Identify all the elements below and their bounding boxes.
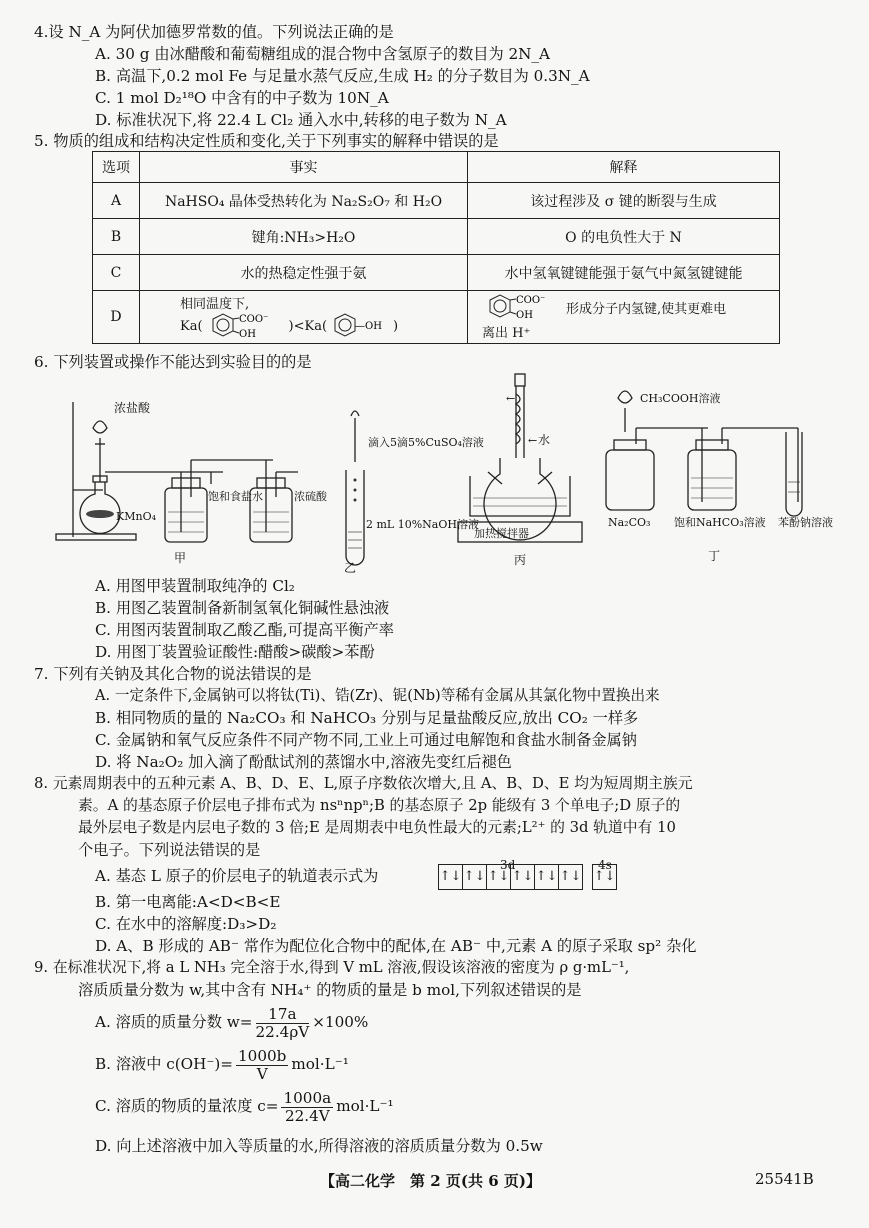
fraction-numerator: 17a xyxy=(256,1006,310,1024)
svg-text:←: ← xyxy=(506,392,516,405)
q4-stem: 4.设 N_A 为阿伏加德罗常数的值。下列说法正确的是 xyxy=(34,23,394,41)
oh-label: —OH xyxy=(355,320,382,332)
label-ch3cooh: CH₃COOH溶液 xyxy=(640,392,721,405)
option-text: B. 溶液中 c(OH⁻)= xyxy=(95,1055,234,1073)
orbital-box: ↑↓ xyxy=(559,869,582,884)
orbital-box: ↑↓ xyxy=(593,869,616,884)
label-kmno4: KMnO₄ xyxy=(116,510,156,523)
q8-stem-line3: 最外层电子数是内层电子数的 3 倍;E 是周期表中电负性最大的元素;L²⁺ 的 3d 轨道中有 10 xyxy=(78,819,676,836)
label-stirrer: 加热搅拌器 xyxy=(474,527,529,540)
fraction-denominator: 22.4V xyxy=(284,1106,330,1125)
fraction-denominator: 22.4ρV xyxy=(255,1022,310,1041)
explanation-text: 形成分子内氢键,使其更难电 xyxy=(566,302,727,317)
label-hcl: 浓盐酸 xyxy=(114,401,151,415)
coo-label: COO⁻ xyxy=(238,313,268,325)
row-fact xyxy=(140,291,468,344)
orbital-box: ↑↓ xyxy=(439,865,463,889)
label-phenol: 苯酚钠溶液 xyxy=(778,516,833,529)
q7-stem: 7. 下列有关钠及其化合物的说法错误的是 xyxy=(34,665,312,683)
label-cuso4: 滴入5滴5%CuSO₄溶液 xyxy=(368,436,484,449)
row-fact: 键角:NH₃>H₂O xyxy=(140,219,468,255)
explanation-text: 离出 H⁺ xyxy=(482,325,531,341)
table-row xyxy=(93,183,780,219)
table-header: 选项 xyxy=(93,152,140,183)
q9-option-c xyxy=(95,1088,394,1125)
label-bing: 丙 xyxy=(514,553,527,567)
q8-stem-line2: 素。A 的基态原子价层电子排布式为 nsⁿnpⁿ;B 的基态原子 2p 能级有 3 个单电子;D 原子的 xyxy=(78,797,681,814)
table-row xyxy=(93,291,780,344)
q9-option-a xyxy=(95,1004,368,1041)
orbital-label-4s: 4s xyxy=(598,858,612,872)
q6-option-a: A. 用图甲装置制取纯净的 Cl₂ xyxy=(95,577,295,595)
orbital-box: ↑↓ xyxy=(487,865,511,889)
row-explanation xyxy=(468,291,780,344)
label-jia: 甲 xyxy=(174,551,187,565)
label-nahco3: 饱和NaHCO₃溶液 xyxy=(674,516,766,529)
label-h2so4: 浓硫酸 xyxy=(294,490,327,503)
q6-stem: 6. 下列装置或操作不能达到实验目的的是 xyxy=(34,353,312,371)
row-explanation: O 的电负性大于 N xyxy=(468,219,780,255)
label-water: 水 xyxy=(538,433,551,447)
q8-option-c: C. 在水中的溶解度:D₃>D₂ xyxy=(95,915,277,933)
row-fact: NaHSO₄ 晶体受热转化为 Na₂S₂O₇ 和 H₂O xyxy=(140,183,468,219)
fraction-denominator: V xyxy=(256,1064,268,1083)
row-fact: 水的热稳定性强于氨 xyxy=(140,255,468,291)
page-footer: 【高二化学 第 2 页(共 6 页)】 xyxy=(320,1172,541,1190)
q8-option-d: D. A、B 形成的 AB⁻ 常作为配位化合物中的配体,在 AB⁻ 中,元素 A 的原子采取 sp² 杂化 xyxy=(95,937,697,955)
phenol-structure xyxy=(329,312,391,342)
fact-ka-left: Ka( xyxy=(180,319,203,334)
q4-option-a: A. 30 g 由冰醋酸和葡萄糖组成的混合物中含氢原子的数目为 2N_A xyxy=(95,45,550,63)
paper-code: 25541B xyxy=(755,1170,814,1188)
q8-option-a: A. 基态 L 原子的价层电子的轨道表示式为 xyxy=(95,867,379,885)
svg-text:←: ← xyxy=(528,434,538,447)
q9-stem-line1: 9. 在标准状况下,将 a L NH₃ 完全溶于水,得到 V mL 溶液,假设该溶液的密度为 ρ g·mL⁻¹, xyxy=(34,959,630,976)
fraction-numerator: 1000a xyxy=(283,1088,332,1107)
orbital-3d-boxes xyxy=(438,864,583,890)
q5-table xyxy=(92,151,780,344)
row-option: D xyxy=(93,291,140,344)
row-option: C xyxy=(93,255,140,291)
orbital-box: ↑↓ xyxy=(463,865,487,889)
q8-option-b: B. 第一电离能:A<D<B<E xyxy=(95,893,281,911)
q4-option-b: B. 高温下,0.2 mol Fe 与足量水蒸气反应,生成 H₂ 的分子数目为 0.3N_A xyxy=(95,67,590,85)
q6-option-d: D. 用图丁装置验证酸性:醋酸>碳酸>苯酚 xyxy=(95,643,375,661)
table-row xyxy=(93,255,780,291)
table-header: 解释 xyxy=(468,152,780,183)
label-naoh: 2 mL 10%NaOH溶液 xyxy=(366,518,479,531)
salicylate-structure xyxy=(482,294,566,322)
fraction-numerator: 1000b xyxy=(238,1046,287,1065)
q4-option-c: C. 1 mol D₂¹⁸O 中含有的中子数为 10N_A xyxy=(95,89,389,107)
option-text: ×100% xyxy=(312,1013,369,1031)
table-header: 事实 xyxy=(140,152,468,183)
q6-apparatus-diagram xyxy=(48,372,833,577)
q7-option-a: A. 一定条件下,金属钠可以将钛(Ti)、锆(Zr)、铌(Nb)等稀有金属从其氯化物中置换出来 xyxy=(95,687,660,704)
q9-option-b xyxy=(95,1046,349,1083)
row-explanation: 该过程涉及 σ 键的断裂与生成 xyxy=(468,183,780,219)
oh-label: OH xyxy=(516,309,533,321)
fact-ka-right: )<Ka( xyxy=(288,319,328,334)
q7-option-b: B. 相同物质的量的 Na₂CO₃ 和 NaHCO₃ 分别与足量盐酸反应,放出 CO₂ 一样多 xyxy=(95,709,639,727)
q6-option-b: B. 用图乙装置制备新制氢氧化铜碱性悬浊液 xyxy=(95,599,390,617)
row-option: A xyxy=(93,183,140,219)
table-row xyxy=(93,219,780,255)
q5-stem: 5. 物质的组成和结构决定性质和变化,关于下列事实的解释中错误的是 xyxy=(34,132,499,150)
orbital-4s-box xyxy=(592,864,617,890)
q8-stem-line4: 个电子。下列说法错误的是 xyxy=(78,841,261,859)
oh-label: OH xyxy=(238,328,256,340)
label-nacl: 饱和食盐水 xyxy=(208,490,263,503)
orbital-box: ↑↓ xyxy=(511,865,535,889)
coo-label: COO⁻ xyxy=(516,294,546,306)
salicylate-structure xyxy=(205,312,287,342)
row-option: B xyxy=(93,219,140,255)
q8-stem-line1: 8. 元素周期表中的五种元素 A、B、D、E、L,原子序数依次增大,且 A、B、D、E 均为短周期主族元 xyxy=(34,775,693,792)
q7-option-c: C. 金属钠和氧气反应条件不同产物不同,工业上可通过电解饱和食盐水制备金属钠 xyxy=(95,731,637,749)
q7-option-d: D. 将 Na₂O₂ 加入滴了酚酞试剂的蒸馏水中,溶液先变红后褪色 xyxy=(95,753,512,771)
option-text: mol·L⁻¹ xyxy=(291,1055,349,1073)
label-na2co3: Na₂CO₃ xyxy=(608,516,651,529)
orbital-box: ↑↓ xyxy=(535,865,559,889)
q9-option-d: D. 向上述溶液中加入等质量的水,所得溶液的溶质质量分数为 0.5w xyxy=(95,1137,543,1155)
q9-stem-line2: 溶质质量分数为 w,其中含有 NH₄⁺ 的物质的量是 b mol,下列叙述错误的是 xyxy=(78,981,582,999)
fact-close: ) xyxy=(393,319,399,334)
option-text: A. 溶质的质量分数 w= xyxy=(95,1013,253,1031)
label-yi: 乙 xyxy=(344,561,357,575)
q4-option-d: D. 标准状况下,将 22.4 L Cl₂ 通入水中,转移的电子数为 N_A xyxy=(95,111,507,129)
label-ding: 丁 xyxy=(708,549,721,563)
option-text: mol·L⁻¹ xyxy=(336,1097,394,1115)
row-explanation: 水中氢氧键键能强于氨气中氮氢键键能 xyxy=(468,255,780,291)
option-text: C. 溶质的物质的量浓度 c= xyxy=(95,1097,279,1115)
fact-text: 相同温度下, xyxy=(180,296,250,312)
q6-option-c: C. 用图丙装置制取乙酸乙酯,可提高平衡产率 xyxy=(95,621,394,639)
orbital-label-3d: 3d xyxy=(500,858,516,872)
